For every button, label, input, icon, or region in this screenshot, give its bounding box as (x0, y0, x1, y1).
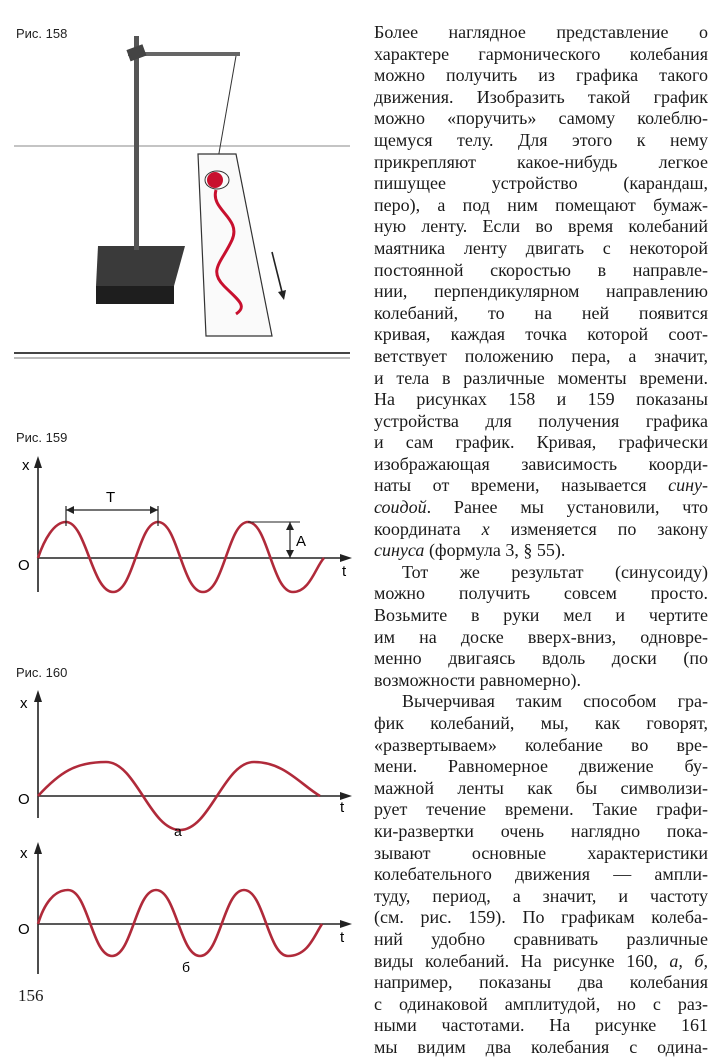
paragraph-3 (374, 691, 708, 950)
text-line: Более наглядное представление о (374, 22, 708, 42)
y-axis-label: x (22, 457, 30, 474)
figure-159-caption: Рис. 159 (16, 430, 68, 445)
text-line: можно получить совсем просто. (374, 583, 708, 604)
text-line: прикрепляют какое-нибудь легкое (374, 151, 708, 172)
text-line: маятника ленту двигать с некоторой (374, 237, 708, 258)
x-axis-label: t (342, 563, 347, 580)
paragraph-3-tail (374, 951, 708, 973)
origin-label: O (18, 557, 30, 574)
tape-direction-arrowhead (278, 290, 286, 300)
text-line: Вычерчивая таким способом гра- (402, 691, 708, 712)
text-line: можно «поручить» самому колеблю- (374, 108, 708, 129)
text-line: можно получить из графика такого (374, 65, 708, 86)
text-line: фик колебаний, мы, как говорят, (374, 713, 708, 733)
y-axis-arrowhead (34, 690, 42, 702)
y-axis-label: x (20, 845, 28, 862)
x-axis-label: t (340, 929, 345, 946)
text-line: На рисунках 158 и 159 показаны (374, 389, 708, 410)
figure-158-caption: Рис. 158 (16, 26, 68, 41)
text-line: характере гармонического колебания (374, 43, 708, 64)
x-axis-label: t (340, 799, 345, 816)
amplitude-label: A (296, 533, 307, 550)
text-line: устройства для получения графика (374, 410, 708, 431)
figure-160a-graph (10, 688, 355, 838)
origin-label: O (18, 791, 30, 808)
text-line: возможности равномерно). (374, 669, 581, 690)
figure-159-sinusoid-graph (10, 452, 355, 602)
paragraph-2 (374, 562, 708, 692)
figure-160b-graph (10, 838, 355, 988)
text-line: мы видим два колебания с одина- (374, 1036, 708, 1057)
text-line: ветствует положению пера, а значит, (374, 345, 708, 366)
text-line: изображающая зависимость коорди- (374, 453, 708, 474)
text-line: ний удобно сравнивать различные (374, 928, 708, 949)
text-line: им на доске вверх-вниз, одновре- (374, 626, 708, 647)
tape-direction-arrow (272, 252, 282, 292)
stand-rod (134, 36, 139, 250)
text-line: виды колебаний. На рисунке 160, а, б, (374, 950, 708, 971)
graph-b-label: б (182, 959, 191, 975)
figure-160-caption: Рис. 160 (16, 665, 68, 680)
period-arrow-left (66, 506, 74, 514)
text-line: менно двигаясь вдоль доски (по (374, 648, 708, 669)
text-line: и тела в различные моменты времени. (374, 367, 708, 388)
page-number: 156 (18, 986, 44, 1005)
paragraph-1 (374, 22, 708, 475)
text-line: рует течение времени. Такие графи- (374, 799, 708, 820)
origin-label: O (18, 921, 30, 938)
x-axis-arrowhead (340, 554, 352, 562)
sinusoid-curve (38, 522, 324, 592)
body-text-column (374, 22, 708, 1059)
text-line: колебательного движения — ампли- (374, 864, 708, 885)
text-line: туду, период, а значит, и частоту (374, 885, 708, 906)
text-line: ки-развертки очень наглядно пока- (374, 820, 708, 841)
paragraph-3-end (374, 972, 708, 1058)
x-axis-arrowhead (340, 920, 352, 928)
amplitude-arrow-top (286, 522, 294, 530)
paragraph-1-tail (374, 475, 708, 561)
text-line: наты от времени, называется сину- (374, 475, 708, 496)
text-line: нии, перпендикулярном направлению (374, 281, 708, 302)
text-line: координата x изменяется по закону (374, 518, 708, 539)
text-line: «развертываем» колебание во вре- (374, 734, 708, 755)
period-label: T (106, 489, 116, 506)
text-line: синуса (формула 3, § 55). (374, 540, 566, 561)
y-axis-label: x (20, 695, 28, 712)
text-line: Тот же результат (синусоиду) (402, 561, 708, 582)
text-line: мени. Равномерное движение бу- (374, 756, 708, 777)
text-line: соидой. Ранее мы установили, что (374, 497, 708, 518)
text-line: зывают основные характеристики (374, 842, 708, 863)
pendulum-bob (207, 172, 223, 188)
graph-a-label: а (174, 823, 182, 838)
period-arrow-right (150, 506, 158, 514)
text-line: ными частотами. На рисунке 161 (374, 1015, 708, 1036)
y-axis-arrowhead (34, 456, 42, 468)
text-line: (см. рис. 159). По графикам колеба- (374, 907, 708, 928)
text-line: Возьмите в руки мел и чертите (374, 605, 708, 626)
text-line: ную ленту. Если во время колебаний (374, 216, 708, 237)
stand-clamp (126, 44, 146, 61)
text-line: перо), а под ним помещают бумаж- (374, 194, 708, 215)
figure-158-pendulum-illustration (10, 30, 355, 375)
sinusoid-curve-high-frequency (38, 890, 322, 956)
text-line: кривая, каждая точка которой соот- (374, 324, 708, 345)
text-line: например, показаны два колебания (374, 972, 708, 993)
stand-base-front (96, 286, 174, 304)
text-line: и сам график. Кривая, графически (374, 432, 708, 453)
text-line: мажной ленты как бы символизи- (374, 777, 708, 798)
text-line: постоянной скоростью в направле- (374, 259, 708, 280)
y-axis-arrowhead (34, 842, 42, 854)
text-line: движения. Изобразить такой график (374, 86, 708, 107)
text-line: щемуся телу. Для этого к нему (374, 129, 708, 150)
text-line: пишущее устройство (карандаш, (374, 173, 708, 194)
text-line: с одинаковой амплитудой, но с раз- (374, 993, 708, 1014)
text-line: колебаний, то на ней появится (374, 302, 708, 323)
amplitude-arrow-bottom (286, 550, 294, 558)
stand-base-top (96, 246, 185, 286)
